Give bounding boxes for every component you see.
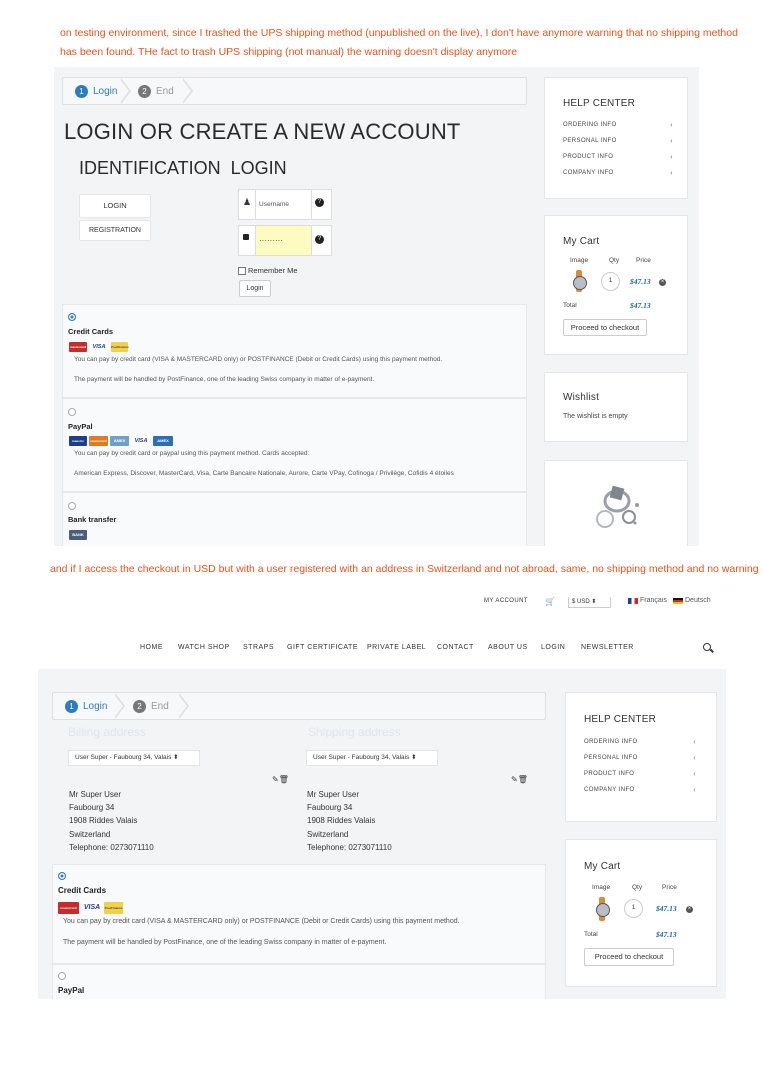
language-de[interactable]: [673, 597, 711, 604]
total-label: Total: [584, 931, 598, 938]
total-price: $47.13: [656, 930, 677, 939]
mastercard-logo: mastercard: [89, 436, 108, 446]
language-label: Deutsch: [685, 597, 711, 604]
help-item-personal[interactable]: [584, 755, 696, 761]
col-qty: Qty: [609, 257, 620, 264]
step-end[interactable]: [138, 85, 174, 98]
rings-product-image: [545, 461, 687, 546]
payment-bank-transfer: [62, 492, 527, 546]
question-icon[interactable]: ?: [315, 235, 324, 244]
top-bar: [38, 597, 726, 611]
help-item-label: PERSONAL INFO: [584, 755, 638, 761]
step-label: End: [156, 86, 174, 97]
page-title: LOGIN OR CREATE A NEW ACCOUNT: [64, 119, 461, 144]
visa-logo: VISA: [82, 902, 102, 914]
mastercard-logo: mastercard: [69, 342, 87, 352]
address-line: Mr Super User: [69, 790, 122, 799]
step-end[interactable]: [133, 700, 169, 713]
address-line: 1908 Riddes Valais: [69, 816, 138, 826]
payment-description: The payment will be handled by PostFinance, one of the leading Swiss company in matter of e-payment.: [74, 376, 375, 383]
checkout-steps: [52, 692, 546, 720]
my-account-link[interactable]: MY ACCOUNT: [484, 598, 528, 604]
col-image: Image: [592, 884, 611, 891]
remove-item-icon[interactable]: ×: [660, 279, 665, 285]
help-center-panel: [544, 77, 688, 199]
cart-title: My Cart: [563, 236, 600, 247]
step-number: 1: [75, 85, 88, 98]
chevron-left-icon: ‹: [670, 154, 673, 161]
payment-description: You can pay by credit card (VISA & MASTERCARD only) or POSTFINANCE (Debit or Credit Cards) using this payment method.: [63, 918, 460, 925]
item-price: $47.13: [656, 904, 677, 913]
amex-logo: AMEX: [110, 436, 129, 446]
step-login[interactable]: [75, 85, 117, 98]
payment-description: The payment will be handled by PostFinance, one of the leading Swiss company in matter of e-payment.: [63, 939, 387, 946]
language-label: Français: [640, 597, 667, 604]
billing-heading: Billing address: [68, 725, 147, 739]
question-icon[interactable]: ?: [315, 198, 324, 207]
section-title: IDENTIFICATION LOGIN: [79, 158, 287, 178]
help-item-label: COMPANY INFO: [584, 787, 635, 793]
chevron-left-icon: ‹: [693, 771, 696, 778]
step-number: 2: [138, 85, 151, 98]
payment-radio[interactable]: [68, 408, 76, 416]
help-item-label: ORDERING INFO: [584, 739, 638, 745]
payment-radio[interactable]: [68, 502, 76, 510]
help-item-product[interactable]: [563, 154, 673, 160]
chevron-left-icon: ‹: [693, 755, 696, 762]
password-group: [238, 225, 332, 256]
watch-thumbnail: [571, 270, 587, 292]
screenshot-checkout-usd: [38, 597, 726, 999]
address-line: Faubourg 34: [69, 803, 115, 813]
annotation-1: on testing environment, since I trashed the UPS shipping method (unpublished on the live), I don't have anymore warning that no shipping method has been found. THe fact to trash UPS shipping (not manual) the warning doesn't display anymore: [60, 27, 738, 58]
total-price: $47.13: [630, 301, 651, 310]
chevron-left-icon: ‹: [693, 739, 696, 746]
step-label: Login: [93, 86, 118, 97]
remember-checkbox[interactable]: [238, 267, 246, 275]
maestro-logo: maestro: [69, 436, 87, 446]
payment-description: You can pay by credit card or paypal using this payment method. Cards accepted:: [74, 450, 310, 457]
screenshot-login-page: [54, 67, 699, 546]
help-item-ordering[interactable]: [563, 122, 673, 128]
help-item-company[interactable]: [584, 787, 696, 793]
address-line: Switzerland: [69, 829, 111, 839]
help-item-company[interactable]: [563, 170, 673, 176]
chevron-left-icon: ‹: [670, 122, 673, 129]
help-item-product[interactable]: [584, 771, 696, 777]
postfinance-logo: PostFinance: [104, 902, 123, 914]
my-cart-panel: [565, 839, 717, 987]
col-price: Price: [662, 884, 677, 891]
remember-label: Remember Me: [248, 266, 298, 275]
nav-gift-certificate[interactable]: GIFT CERTIFICATE: [287, 644, 359, 651]
watch-thumbnail: [594, 897, 610, 921]
shipping-heading: Shipping address: [308, 725, 401, 739]
chevron-left-icon: ‹: [670, 138, 673, 145]
payment-title: PayPal: [58, 986, 85, 995]
username-input[interactable]: Username: [255, 190, 312, 219]
help-item-ordering[interactable]: [584, 739, 696, 745]
search-icon[interactable]: [703, 643, 711, 651]
bank-logo: BANK: [69, 530, 87, 540]
login-tab[interactable]: LOGIN: [79, 194, 151, 218]
cart-icon[interactable]: 🛒: [545, 597, 555, 606]
visa-logo: VISA: [131, 436, 151, 446]
help-item-label: COMPANY INFO: [563, 170, 614, 176]
nav-contact[interactable]: CONTACT: [437, 644, 474, 651]
chevron-left-icon: ‹: [670, 170, 673, 177]
qty-input[interactable]: 1: [601, 272, 620, 291]
payment-radio[interactable]: [58, 872, 66, 880]
col-image: Image: [570, 257, 589, 264]
product-image-panel: [544, 460, 688, 546]
col-qty: Qty: [632, 884, 643, 891]
chevron-left-icon: ‹: [693, 787, 696, 794]
postfinance-logo: PostFinance: [111, 342, 128, 352]
shipping-edit-icons[interactable]: ✎🗑: [511, 775, 528, 784]
payment-radio[interactable]: [68, 313, 76, 321]
help-center-title: HELP CENTER: [563, 98, 636, 109]
help-item-label: PRODUCT INFO: [584, 771, 635, 777]
payment-paypal: [62, 398, 527, 492]
amex-logo: AMEX: [153, 436, 173, 446]
payment-paypal: [52, 964, 546, 999]
col-price: Price: [636, 257, 651, 264]
address-line: Telephone: 0273071110: [69, 842, 154, 852]
registration-tab[interactable]: REGISTRATION: [79, 220, 151, 241]
main-nav: [38, 611, 726, 669]
password-input[interactable]: ·········: [255, 226, 312, 255]
billing-address: [69, 788, 154, 854]
france-flag-icon: [628, 598, 638, 604]
payment-credit-cards: [62, 304, 527, 398]
visa-logo: VISA: [89, 342, 109, 352]
username-group: [238, 189, 332, 220]
wishlist-title: Wishlist: [563, 392, 600, 403]
total-label: Total: [563, 302, 577, 309]
shipping-address-select[interactable]: User Super - Faubourg 34, Valais ⬍: [306, 750, 438, 766]
wishlist-panel: [544, 372, 688, 442]
payment-radio[interactable]: [58, 972, 66, 980]
help-center-panel: [565, 692, 717, 822]
item-price: $47.13: [630, 277, 651, 286]
user-icon: ♟: [243, 197, 252, 207]
address-line: Mr Super User: [307, 790, 360, 799]
address-line: Telephone: 0273071110: [307, 842, 392, 852]
my-cart-panel: [544, 215, 688, 355]
step-number: 2: [133, 700, 146, 713]
currency-select[interactable]: $ USD ⬍: [568, 597, 611, 608]
step-number: 1: [65, 700, 78, 713]
step-label: End: [151, 701, 169, 712]
annotation-2: and if I access the checkout in USD but with a user registered with an address in Switzerland and not abroad, same, no shipping method and no warning: [50, 563, 759, 575]
qty-input[interactable]: 1: [624, 899, 643, 918]
help-item-label: PRODUCT INFO: [563, 154, 614, 160]
address-line: 1908 Riddes Valais: [307, 816, 376, 826]
mastercard-logo: mastercard: [58, 902, 79, 914]
billing-edit-icons[interactable]: ✎🗑: [272, 775, 289, 784]
payment-title: Credit Cards: [68, 327, 114, 336]
germany-flag-icon: [673, 598, 683, 604]
help-item-personal[interactable]: [563, 138, 673, 144]
cart-title: My Cart: [584, 861, 621, 872]
wishlist-empty-text: The wishlist is empty: [563, 413, 628, 420]
nav-about-us[interactable]: ABOUT US: [488, 644, 528, 651]
payment-title: PayPal: [68, 422, 93, 431]
help-item-label: PERSONAL INFO: [563, 138, 617, 144]
nav-home[interactable]: HOME: [140, 644, 163, 651]
nav-newsletter[interactable]: NEWSLETTER: [581, 644, 634, 651]
billing-address-select[interactable]: User Super - Faubourg 34, Valais ⬍: [68, 750, 200, 766]
help-item-label: ORDERING INFO: [563, 122, 617, 128]
address-line: Switzerland: [307, 829, 349, 839]
language-fr[interactable]: [628, 597, 667, 604]
nav-private-label[interactable]: PRIVATE LABEL: [367, 644, 427, 651]
shipping-address: [307, 788, 392, 854]
step-label: Login: [83, 701, 108, 712]
nav-watch-shop[interactable]: WATCH SHOP: [178, 644, 230, 651]
payment-description: You can pay by credit card (VISA & MASTERCARD only) or POSTFINANCE (Debit or Credit Cards) using this payment method.: [74, 356, 443, 363]
checkout-steps: [62, 77, 527, 105]
payment-title: Bank transfer: [68, 515, 117, 524]
step-login[interactable]: [65, 700, 107, 713]
payment-title: Credit Cards: [58, 886, 107, 895]
remember-me[interactable]: [238, 266, 298, 275]
remove-item-icon[interactable]: ×: [687, 906, 692, 912]
payment-credit-cards: [52, 864, 546, 964]
lock-icon: [243, 234, 249, 240]
payment-description: American Express, Discover, MasterCard, Visa, Carte Bancaire Nationale, Aurore, Carte VPay, Cofinoga / Privilège, Cofidis 4 étoiles: [74, 470, 454, 477]
nav-login[interactable]: LOGIN: [541, 644, 566, 651]
help-center-title: HELP CENTER: [584, 714, 657, 725]
address-line: Faubourg 34: [307, 803, 353, 813]
login-button[interactable]: Login: [239, 280, 271, 297]
nav-straps[interactable]: STRAPS: [243, 644, 275, 651]
proceed-to-checkout-button[interactable]: Proceed to checkout: [584, 948, 674, 966]
proceed-to-checkout-button[interactable]: Proceed to checkout: [563, 319, 647, 336]
